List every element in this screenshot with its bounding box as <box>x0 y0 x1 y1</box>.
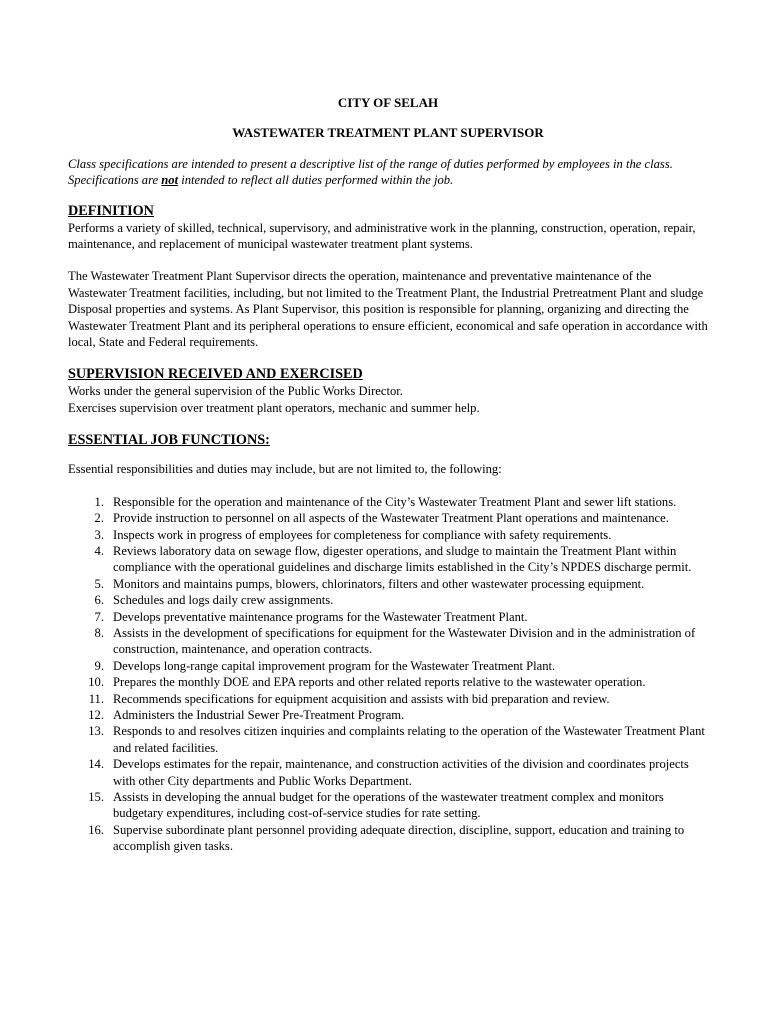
list-item-text: Responsible for the operation and maintenance of the City’s Wastewater Treatment Plant and sewer lift stations. <box>113 494 677 509</box>
supervision-exercised: Exercises supervision over treatment plant operators, mechanic and summer help. <box>68 400 480 415</box>
list-item-text: Inspects work in progress of employees for completeness for compliance with safety requirements. <box>113 527 612 542</box>
list-item-text: Prepares the monthly DOE and EPA reports and other related reports relative to the wastewater operation. <box>113 675 646 690</box>
document-content <box>68 95 708 855</box>
list-item-text: Supervise subordinate plant personnel providing adequate direction, discipline, support, education and training to accomplish given tasks. <box>113 822 685 854</box>
list-item-text: Monitors and maintains pumps, blowers, chlorinators, filters and other wastewater processing equipment. <box>113 576 645 591</box>
list-item-text: Provide instruction to personnel on all aspects of the Wastewater Treatment Plant operations and maintenance. <box>113 511 669 526</box>
list-item <box>68 674 708 690</box>
class-spec-intro <box>68 156 708 189</box>
definition-heading: DEFINITION <box>68 202 154 219</box>
list-item <box>68 543 708 576</box>
list-item-number: 16. <box>88 822 104 837</box>
list-item-number: 7. <box>94 609 104 624</box>
list-item-number: 10. <box>88 675 104 690</box>
intro-text-before: Class specifications are intended to present a descriptive list of the range of duties performed by employees in the class. Specifications are <box>68 156 673 188</box>
list-item-text: Assists in developing the annual budget for the operations of the wastewater treatment complex and monitors budgetary expenditures, including cost-of-service studies for rate setting. <box>113 790 664 821</box>
list-item-number: 5. <box>94 576 104 591</box>
list-item-number: 8. <box>94 625 104 640</box>
city-name: CITY OF SELAH <box>337 95 439 110</box>
list-item <box>68 723 708 756</box>
list-item <box>68 592 708 608</box>
list-item <box>68 609 708 625</box>
list-item-number: 14. <box>88 757 104 772</box>
supervision-received: Works under the general supervision of the Public Works Director. <box>68 384 403 399</box>
intro-emphasis: not <box>161 173 179 188</box>
list-item-text: Develops estimates for the repair, maintenance, and construction activities of the division and coordinates projects with other City departments and Public Works Department. <box>113 757 689 788</box>
list-item-text: Develops long-range capital improvement program for the Wastewater Treatment Plant. <box>113 658 556 673</box>
definition-paragraph-2: The Wastewater Treatment Plant Supervisor directs the operation, maintenance and preventative maintenance of the Wastewater Treatment facilities, including, but not limited to the Treatment Plant, the Industrial Pretreatment Plant and sludge Disposal properties and systems. As Plant Supervisor, this position is responsible for planning, organizing and directing the Wastewater Treatment Plant and its peripheral operations to ensure efficient, economical and safe operation in accordance with local, State and Federal requirements. <box>68 269 708 350</box>
functions-lead: Essential responsibilities and duties may include, but are not limited to, the following: <box>68 462 502 477</box>
list-item <box>68 625 708 658</box>
list-item-number: 1. <box>94 494 104 509</box>
list-item-text: Reviews laboratory data on sewage flow, digester operations, and sludge to maintain the Treatment Plant within compliance with the operational guidelines and discharge limits established in the City’s NPDES discharge permit. <box>113 543 692 575</box>
list-item-number: 3. <box>94 527 104 542</box>
list-item <box>68 494 708 510</box>
list-item-text: Assists in the development of specifications for equipment for the Wastewater Division and in the administration of construction, maintenance, and operation contracts. <box>113 625 696 657</box>
list-item <box>68 510 708 526</box>
definition-paragraph-1: Performs a variety of skilled, technical, supervisory, and administrative work in the planning, construction, operation, repair, maintenance, and replacement of municipal wastewater treatment plant systems. <box>68 220 696 252</box>
list-item-text: Develops preventative maintenance programs for the Wastewater Treatment Plant. <box>113 609 528 624</box>
list-item-number: 11. <box>88 691 104 706</box>
list-item <box>68 756 708 789</box>
job-title: WASTEWATER TREATMENT PLANT SUPERVISOR <box>232 125 544 141</box>
list-item <box>68 576 708 592</box>
list-item-number: 6. <box>94 593 104 608</box>
list-item <box>68 691 708 707</box>
intro-text-after: intended to reflect all duties performed within the job. <box>178 173 454 188</box>
list-item-number: 13. <box>88 724 104 739</box>
list-item-text: Recommends specifications for equipment acquisition and assists with bid preparation and review. <box>113 691 610 706</box>
list-item-text: Administers the Industrial Sewer Pre-Treatment Program. <box>113 707 405 722</box>
list-item-number: 15. <box>88 790 104 804</box>
functions-heading: ESSENTIAL JOB FUNCTIONS: <box>68 432 270 449</box>
list-item-text: Responds to and resolves citizen inquiries and complaints relating to the operation of the Wastewater Treatment Plant and related facilities. <box>113 724 705 755</box>
list-item <box>68 658 708 674</box>
supervision-heading: SUPERVISION RECEIVED AND EXERCISED <box>68 366 363 383</box>
list-item <box>68 789 708 822</box>
list-item-text: Schedules and logs daily crew assignments. <box>113 593 334 608</box>
list-item-number: 9. <box>94 658 104 673</box>
list-item-number: 4. <box>94 543 104 558</box>
list-item <box>68 822 708 855</box>
job-functions-list <box>68 494 708 855</box>
list-item-number: 2. <box>94 511 104 526</box>
list-item-number: 12. <box>88 707 104 722</box>
list-item <box>68 707 708 723</box>
list-item <box>68 527 708 543</box>
